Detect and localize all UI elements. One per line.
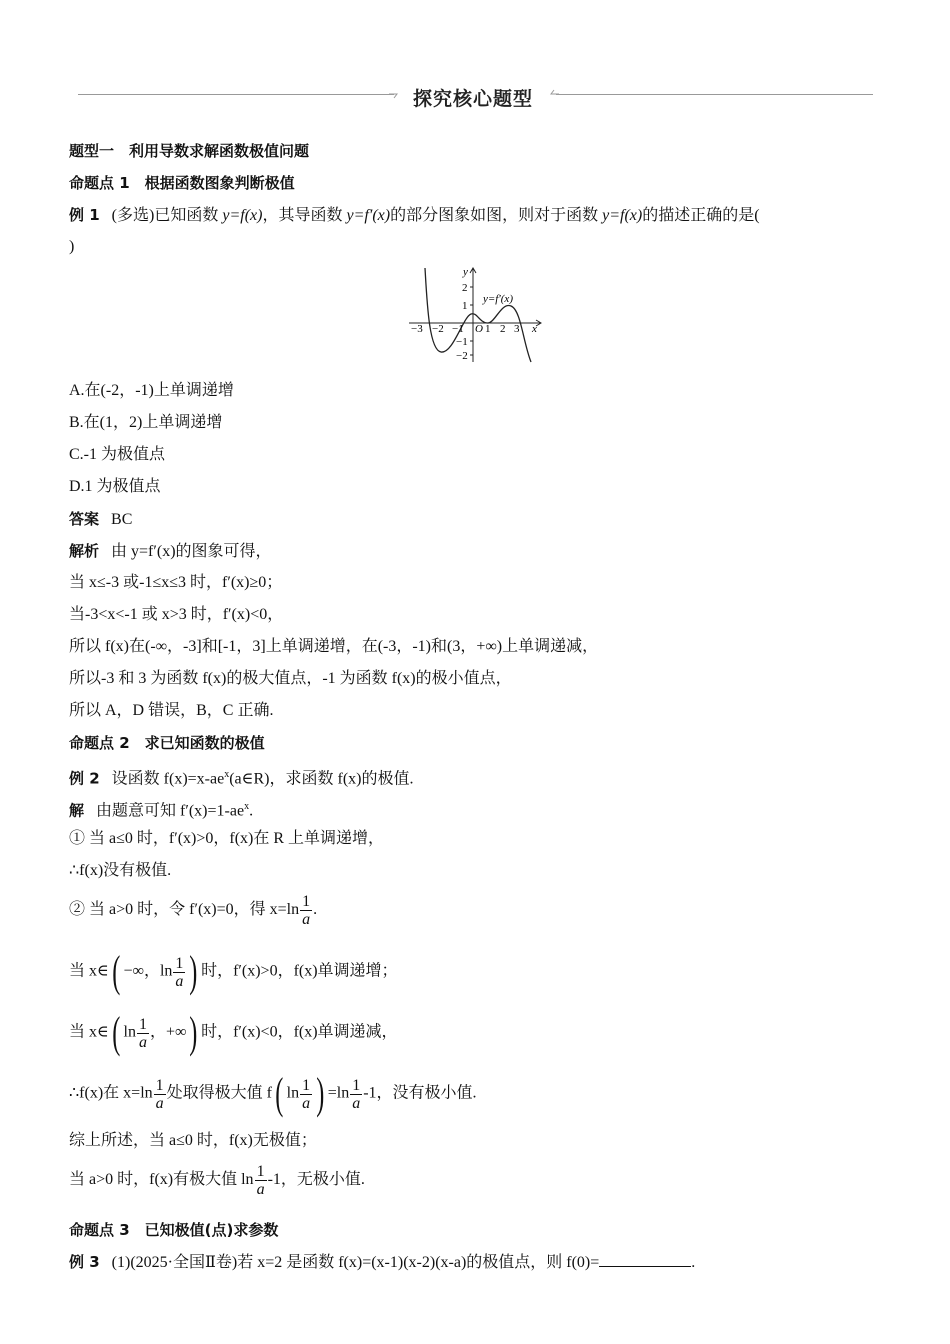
example3-stem <box>69 1251 695 1274</box>
example2-text-b: (a∈R)，求函数 f(x)的极值. <box>229 770 414 788</box>
answer-value: BC <box>111 511 133 528</box>
option-c: C.-1 为极值点 <box>69 446 166 463</box>
answer-blank[interactable] <box>599 1252 691 1267</box>
analysis-line-4: 所以 f(x)在(-∞，-3]和[-1，3]上单调递增，在(-3，-1)和(3，+∞)上单调递减， <box>69 638 599 655</box>
ytick-label-m1: −1 <box>456 336 468 348</box>
frac-num: 1 <box>302 893 311 910</box>
ytick-label-1: 1 <box>462 300 468 312</box>
type1-title: 题型一 利用导数求解函数极值问题 <box>69 142 310 160</box>
point1-title: 命题点 1 根据函数图象判断极值 <box>69 174 295 192</box>
solution-line-8: 综上所述，当 a≤0 时，f(x)无极值； <box>69 1132 317 1149</box>
solution-text-6in-b: ，+∞ <box>149 1023 187 1041</box>
paren-close: ) <box>316 1069 325 1118</box>
solution-text-4a: ② 当 a>0 时，令 f′(x)=0，得 x=ln <box>69 901 300 919</box>
analysis-text-1: 由 y=f′(x)的图象可得， <box>111 543 272 560</box>
fraction-1-over-a <box>173 955 185 990</box>
example1-text-c: 的部分图象如图，则对于函数 <box>390 207 603 224</box>
solution-line-5 <box>69 947 398 996</box>
example1-func-2: y=f(x) <box>602 207 643 224</box>
paren-open: ( <box>275 1069 284 1118</box>
solution-sup: x <box>244 801 250 812</box>
example1-text-b: ，其导函数 <box>262 207 347 224</box>
frac-num: 1 <box>175 954 184 972</box>
paren-open: ( <box>112 947 121 996</box>
analysis-line-5: 所以-3 和 3 为函数 f(x)的极大值点，-1 为函数 f(x)的极小值点， <box>69 670 512 687</box>
point2-title: 命题点 2 求已知函数的极值 <box>69 734 265 752</box>
frac-den: a <box>302 911 311 928</box>
answer-line <box>69 508 132 531</box>
solution-text-7c: =ln <box>327 1084 350 1102</box>
answer-label: 答案 <box>69 510 100 528</box>
solution-text-1a: 由题意可知 f′(x)=1-ae <box>96 802 245 820</box>
fraction-1-over-a <box>154 1077 166 1112</box>
graph-origin: O <box>475 323 483 335</box>
solution-line-2: ① 当 a≤0 时，f′(x)>0，f(x)在 R 上单调递增， <box>69 830 385 847</box>
derivative-curve <box>425 268 531 362</box>
solution-text-7b: 处取得极大值 f <box>166 1084 272 1102</box>
frac-den: a <box>302 1094 311 1112</box>
solution-text-1b: . <box>249 802 254 820</box>
analysis-line-1 <box>69 540 272 563</box>
xtick-label-m3: −3 <box>411 323 423 335</box>
fraction-1-over-a <box>300 893 312 928</box>
analysis-label: 解析 <box>69 542 100 560</box>
xtick-label-m2: −2 <box>432 323 444 335</box>
paren-close: ) <box>189 1008 198 1057</box>
solution-text-7a: ∴f(x)在 x=ln <box>69 1084 153 1102</box>
solution-text-6b: 时，f′(x)<0，f(x)单调递减， <box>201 1023 398 1041</box>
graph-curve-label: y=f′(x) <box>483 293 513 305</box>
option-d: D.1 为极值点 <box>69 478 161 495</box>
option-a: A.在(-2，-1)上单调递增 <box>69 382 234 399</box>
example3-end: . <box>691 1254 696 1271</box>
paren-open: ( <box>112 1008 121 1057</box>
solution-line-1 <box>69 796 253 822</box>
point3-title: 命题点 3 已知极值(点)求参数 <box>69 1221 279 1239</box>
graph-x-label: x <box>532 323 537 335</box>
solution-line-4 <box>69 893 317 928</box>
analysis-line-6: 所以 A，D 错误，B，C 正确. <box>69 702 274 719</box>
section-header: 探究核心题型 <box>413 88 534 110</box>
frac-num: 1 <box>155 1076 164 1094</box>
solution-text-7in: ln <box>286 1084 300 1102</box>
solution-text-7d: -1，没有极小值. <box>363 1084 477 1102</box>
solution-text-5in: −∞，ln <box>123 962 173 980</box>
option-b: B.在(1，2)上单调递增 <box>69 414 223 431</box>
analysis-line-3: 当-3<x<-1 或 x>3 时，f′(x)<0， <box>69 606 284 623</box>
example1-stem <box>69 204 760 227</box>
example3-label: 例 3 <box>69 1253 100 1271</box>
frac-den: a <box>256 1181 265 1198</box>
solution-text-9b: -1，无极小值. <box>267 1171 365 1189</box>
example1-text-a: (多选)已知函数 <box>111 207 223 224</box>
solution-label: 解 <box>69 801 85 820</box>
frac-num: 1 <box>138 1015 147 1033</box>
ytick-label-2: 2 <box>462 282 468 294</box>
solution-line-6 <box>69 1008 398 1057</box>
example1-close: ) <box>69 238 75 255</box>
solution-text-4b: . <box>313 901 318 919</box>
header-tick-left <box>388 88 398 100</box>
example2-stem <box>69 764 413 790</box>
example1-deriv: y=f′(x) <box>346 207 391 224</box>
fraction-1-over-a <box>350 1077 362 1112</box>
xtick-label-3: 3 <box>514 323 520 335</box>
frac-den: a <box>138 1033 147 1051</box>
graph-y-label: y <box>463 266 468 278</box>
xtick-label-1: 1 <box>485 323 491 335</box>
solution-text-6a: 当 x∈ <box>69 1023 109 1041</box>
derivative-graph <box>405 262 550 370</box>
xtick-label-2: 2 <box>500 323 506 335</box>
solution-text-9a: 当 a>0 时，f(x)有极大值 ln <box>69 1171 254 1189</box>
example1-label: 例 1 <box>69 206 100 224</box>
header-rule-right <box>556 94 873 95</box>
frac-num: 1 <box>256 1163 265 1180</box>
analysis-line-2: 当 x≤-3 或-1≤x≤3 时，f′(x)≥0； <box>69 574 283 591</box>
fraction-1-over-a <box>137 1016 149 1051</box>
frac-num: 1 <box>352 1076 361 1094</box>
example1-func: y=f(x) <box>222 207 263 224</box>
example2-sup: x <box>224 769 230 780</box>
solution-line-7 <box>69 1069 477 1118</box>
solution-line-9 <box>69 1163 365 1198</box>
frac-den: a <box>175 972 184 990</box>
frac-den: a <box>155 1094 164 1112</box>
example1-text-d: 的描述正确的是( <box>642 207 760 224</box>
example3-text: (1)(2025·全国Ⅱ卷)若 x=2 是函数 f(x)=(x-1)(x-2)(x-a)的极值点，则 f(0)= <box>111 1254 600 1271</box>
header-tick-right <box>550 88 560 100</box>
fraction-1-over-a <box>300 1077 312 1112</box>
example2-label: 例 2 <box>69 769 100 788</box>
xtick-label-m1: −1 <box>452 323 464 335</box>
header-rule-left <box>78 94 394 95</box>
solution-text-5b: 时，f′(x)>0，f(x)单调递增； <box>201 962 398 980</box>
solution-text-5a: 当 x∈ <box>69 962 109 980</box>
solution-text-6in-a: ln <box>123 1023 136 1041</box>
ytick-label-m2: −2 <box>456 350 468 362</box>
frac-den: a <box>352 1094 361 1112</box>
solution-line-3: ∴f(x)没有极值. <box>69 862 172 879</box>
frac-num: 1 <box>302 1076 311 1094</box>
paren-close: ) <box>189 947 198 996</box>
fraction-1-over-a <box>255 1163 267 1198</box>
example2-text-a: 设函数 f(x)=x-ae <box>111 770 225 788</box>
